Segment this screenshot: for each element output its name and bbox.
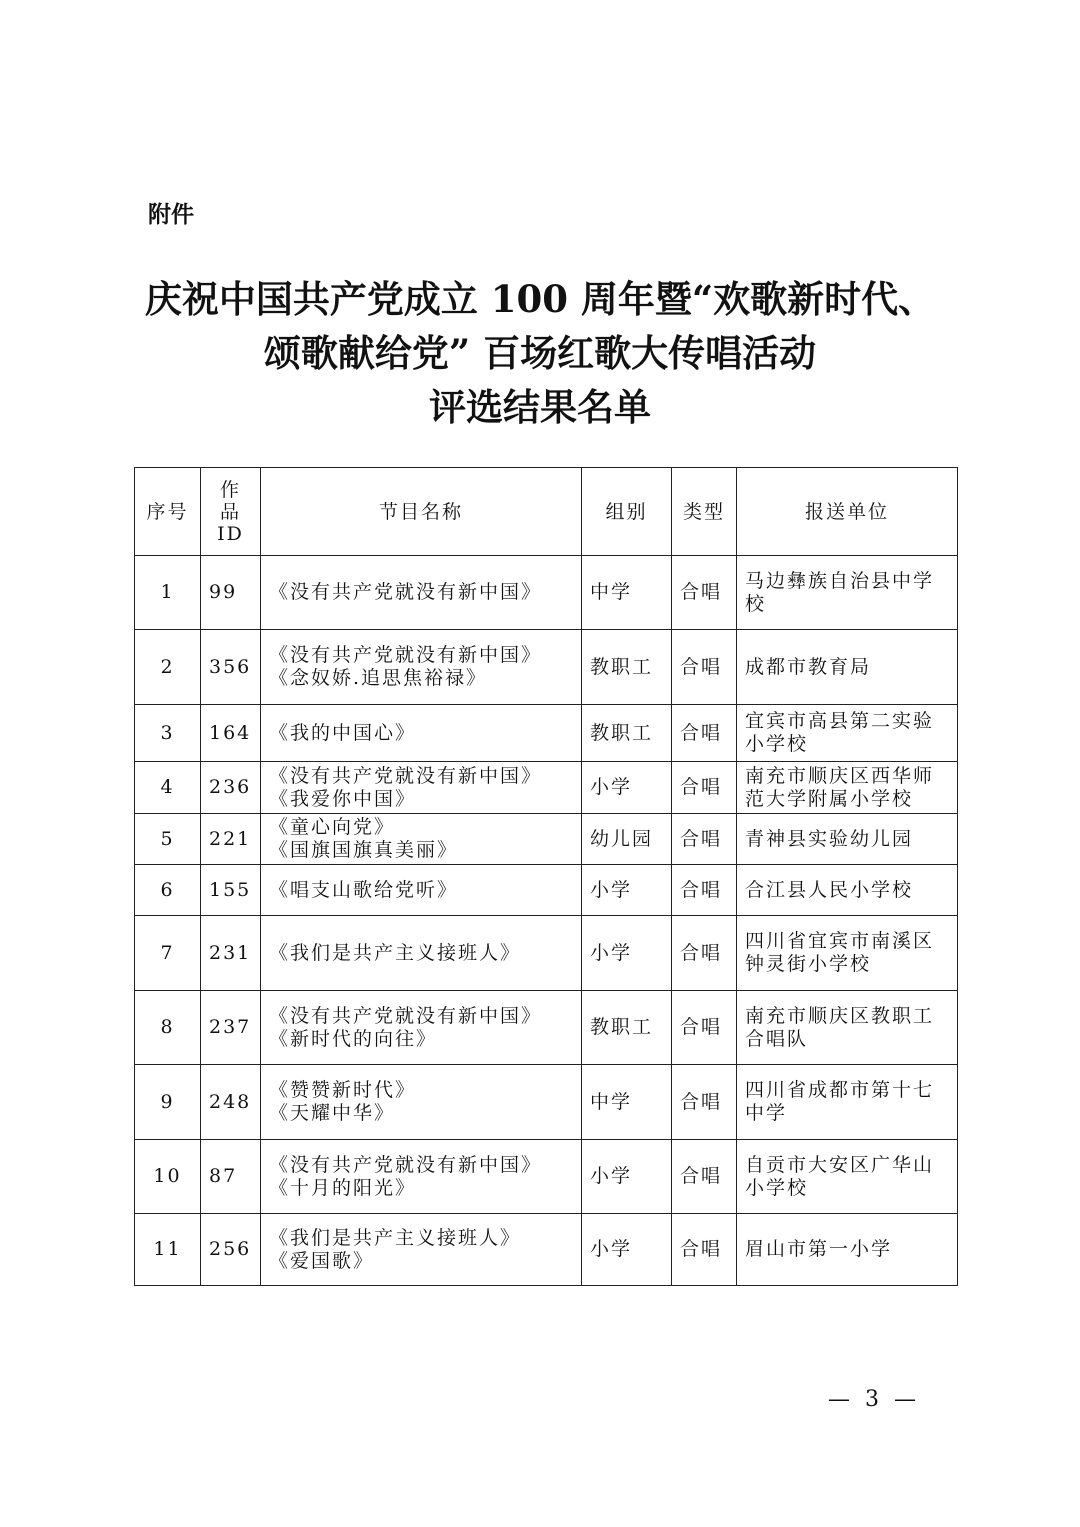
- page-number: — 3 —: [828, 1387, 920, 1412]
- cell-seq: [135, 762, 201, 814]
- cell-program-line-2: 《我爱你中国》: [269, 787, 417, 810]
- cell-type-line-1: 合唱: [680, 1090, 723, 1113]
- cell-group-line-1: 小学: [590, 1165, 633, 1187]
- cell-work-id-line-1: 155: [209, 878, 252, 901]
- cell-seq-line-1: 10: [153, 1165, 182, 1187]
- cell-group-line-1: 教职工: [590, 1016, 654, 1038]
- cell-seq: [135, 1214, 201, 1286]
- cell-unit-line-2: 中学: [745, 1102, 788, 1124]
- cell-work-id-line-1: 256: [209, 1238, 252, 1260]
- cell-seq: [135, 630, 201, 705]
- cell-seq-line-1: 1: [160, 581, 175, 603]
- cell-group: [582, 1140, 672, 1214]
- cell-type: [672, 630, 737, 705]
- cell-unit: [737, 762, 958, 814]
- cell-group-line-1: 幼儿园: [590, 827, 654, 850]
- cell-seq-line-1: 11: [153, 1238, 182, 1260]
- cell-unit: [737, 1214, 958, 1286]
- cell-group: [582, 630, 672, 705]
- header-work-id-line-3: ID: [217, 522, 244, 545]
- cell-program: [261, 1140, 582, 1214]
- cell-group: [582, 865, 672, 916]
- cell-unit: [737, 814, 958, 865]
- results-table: [134, 467, 958, 1286]
- cell-unit: [737, 556, 958, 630]
- cell-program: [261, 762, 582, 814]
- cell-type-line-1: 合唱: [680, 1016, 723, 1038]
- cell-program-line-1: 《没有共产党就没有新中国》: [269, 764, 543, 787]
- cell-work-id-line-1: 221: [209, 827, 252, 850]
- cell-unit: [737, 865, 958, 916]
- table-row: [135, 1065, 958, 1140]
- cell-type: [672, 1065, 737, 1140]
- cell-work-id-line-1: 231: [209, 941, 252, 964]
- header-seq: 序号: [135, 468, 201, 556]
- table-row: [135, 865, 958, 916]
- cell-unit-line-2: 小学校: [745, 733, 809, 755]
- table-header-row: [135, 468, 958, 556]
- cell-program-line-1: 《没有共产党就没有新中国》: [269, 644, 543, 666]
- cell-program-line-1: 《我们是共产主义接班人》: [269, 1226, 522, 1249]
- cell-program-line-2: 《念奴娇.追思焦裕禄》: [269, 667, 488, 689]
- cell-type: [672, 865, 737, 916]
- cell-group: [582, 991, 672, 1065]
- cell-program-line-1: 《没有共产党就没有新中国》: [269, 1153, 543, 1176]
- cell-work-id: [201, 1140, 261, 1214]
- cell-seq-line-1: 4: [160, 776, 175, 798]
- cell-type-line-1: 合唱: [680, 721, 723, 744]
- cell-group: [582, 916, 672, 991]
- cell-group: [582, 762, 672, 814]
- document-title: [0, 272, 1080, 434]
- cell-seq: [135, 1140, 201, 1214]
- cell-program-line-1: 《我的中国心》: [269, 721, 417, 744]
- cell-seq-line-1: 3: [160, 721, 175, 744]
- header-program: 节目名称: [261, 468, 582, 556]
- title-line-2: 颂歌献给党” 百场红歌大传唱活动: [263, 331, 817, 375]
- table-row: [135, 916, 958, 991]
- cell-seq-line-1: 5: [160, 827, 175, 850]
- cell-program-line-1: 《没有共产党就没有新中国》: [269, 1004, 543, 1027]
- cell-unit: [737, 916, 958, 991]
- cell-type-line-1: 合唱: [680, 1165, 723, 1187]
- cell-type-line-1: 合唱: [680, 776, 723, 798]
- cell-group-line-1: 小学: [590, 1238, 633, 1260]
- cell-program-line-2: 《爱国歌》: [269, 1249, 375, 1272]
- cell-seq: [135, 1065, 201, 1140]
- cell-group: [582, 814, 672, 865]
- cell-unit-line-1: 合江县人民小学校: [745, 878, 914, 901]
- cell-group-line-1: 中学: [590, 581, 633, 603]
- cell-unit-line-1: 四川省成都市第十七: [745, 1079, 935, 1101]
- cell-unit-line-1: 成都市教育局: [745, 655, 872, 678]
- cell-type: [672, 556, 737, 630]
- header-unit: 报送单位: [737, 468, 958, 556]
- header-work-id: [201, 468, 261, 556]
- cell-group-line-1: 小学: [590, 776, 633, 798]
- cell-work-id: [201, 991, 261, 1065]
- cell-work-id: [201, 1065, 261, 1140]
- cell-seq: [135, 916, 201, 991]
- cell-work-id: [201, 556, 261, 630]
- cell-type: [672, 916, 737, 991]
- table-row: [135, 1214, 958, 1286]
- table-row: [135, 705, 958, 762]
- cell-work-id-line-1: 87: [209, 1165, 238, 1187]
- cell-group: [582, 1214, 672, 1286]
- cell-work-id-line-1: 356: [209, 655, 252, 678]
- cell-program-line-2: 《天耀中华》: [269, 1102, 396, 1124]
- cell-unit-line-1: 马边彝族自治县中学: [745, 569, 935, 592]
- cell-type-line-1: 合唱: [680, 1238, 723, 1260]
- cell-type: [672, 1140, 737, 1214]
- cell-group: [582, 705, 672, 762]
- cell-program: [261, 814, 582, 865]
- cell-seq: [135, 991, 201, 1065]
- cell-program-line-2: 《新时代的向往》: [269, 1027, 438, 1050]
- cell-unit-line-1: 青神县实验幼儿园: [745, 827, 914, 850]
- cell-program-line-1: 《唱支山歌给党听》: [269, 878, 459, 901]
- table-row: [135, 556, 958, 630]
- cell-work-id: [201, 705, 261, 762]
- cell-work-id-line-1: 248: [209, 1090, 252, 1113]
- cell-unit-line-1: 宜宾市高县第二实验: [745, 710, 935, 732]
- table-row: [135, 814, 958, 865]
- cell-group-line-1: 小学: [590, 941, 633, 964]
- cell-work-id: [201, 916, 261, 991]
- cell-unit-line-2: 校: [745, 592, 767, 615]
- cell-group: [582, 556, 672, 630]
- cell-type-line-1: 合唱: [680, 581, 723, 603]
- cell-seq-line-1: 8: [160, 1016, 175, 1038]
- header-type: 类型: [672, 468, 737, 556]
- attachment-label: 附件: [148, 202, 194, 228]
- cell-seq-line-1: 2: [160, 655, 175, 678]
- cell-unit-line-1: 南充市顺庆区教职工: [745, 1004, 935, 1027]
- cell-program-line-1: 《我们是共产主义接班人》: [269, 941, 522, 964]
- cell-seq-line-1: 9: [160, 1090, 175, 1113]
- cell-unit-line-1: 自贡市大安区广华山: [745, 1153, 935, 1176]
- cell-work-id: [201, 630, 261, 705]
- cell-type-line-1: 合唱: [680, 827, 723, 850]
- cell-work-id-line-1: 236: [209, 776, 252, 798]
- table-row: [135, 1140, 958, 1214]
- header-group: 组别: [582, 468, 672, 556]
- cell-program-line-1: 《童心向党》: [269, 816, 396, 838]
- cell-type: [672, 1214, 737, 1286]
- cell-seq-line-1: 6: [160, 878, 175, 901]
- cell-unit-line-2: 合唱队: [745, 1027, 809, 1050]
- cell-program: [261, 991, 582, 1065]
- cell-unit-line-1: 四川省宜宾市南溪区: [745, 930, 935, 952]
- cell-work-id-line-1: 99: [209, 581, 238, 603]
- cell-seq: [135, 814, 201, 865]
- cell-seq: [135, 865, 201, 916]
- table-row: [135, 991, 958, 1065]
- cell-type: [672, 762, 737, 814]
- cell-group-line-1: 小学: [590, 878, 633, 901]
- header-work-id-line-2: 品: [219, 500, 241, 523]
- cell-seq: [135, 705, 201, 762]
- cell-type-line-1: 合唱: [680, 878, 723, 901]
- cell-unit-line-1: 眉山市第一小学: [745, 1238, 893, 1260]
- cell-unit: [737, 1140, 958, 1214]
- cell-work-id: [201, 814, 261, 865]
- cell-group: [582, 1065, 672, 1140]
- cell-program: [261, 1065, 582, 1140]
- cell-unit-line-2: 钟灵街小学校: [745, 953, 872, 975]
- cell-group-line-1: 教职工: [590, 721, 654, 744]
- cell-unit: [737, 630, 958, 705]
- cell-unit-line-2: 范大学附属小学校: [745, 787, 914, 810]
- cell-program: [261, 630, 582, 705]
- cell-seq-line-1: 7: [160, 941, 175, 964]
- cell-program: [261, 1214, 582, 1286]
- cell-type: [672, 814, 737, 865]
- cell-work-id: [201, 1214, 261, 1286]
- cell-unit-line-1: 南充市顺庆区西华师: [745, 764, 935, 787]
- title-line-3: 评选结果名单: [429, 385, 651, 429]
- cell-work-id: [201, 865, 261, 916]
- title-line-1: 庆祝中国共产党成立 100 周年暨“欢歌新时代、: [144, 277, 936, 321]
- cell-group-line-1: 中学: [590, 1090, 633, 1113]
- cell-type: [672, 991, 737, 1065]
- cell-program-line-2: 《国旗国旗真美丽》: [269, 839, 459, 861]
- cell-unit-line-2: 小学校: [745, 1176, 809, 1199]
- cell-type-line-1: 合唱: [680, 941, 723, 964]
- cell-program-line-1: 《没有共产党就没有新中国》: [269, 581, 543, 603]
- cell-program: [261, 556, 582, 630]
- cell-work-id-line-1: 164: [209, 721, 252, 744]
- cell-work-id-line-1: 237: [209, 1016, 252, 1038]
- cell-type: [672, 705, 737, 762]
- cell-work-id: [201, 762, 261, 814]
- cell-program-line-2: 《十月的阳光》: [269, 1176, 417, 1199]
- cell-unit: [737, 1065, 958, 1140]
- cell-unit: [737, 705, 958, 762]
- cell-unit: [737, 991, 958, 1065]
- cell-seq: [135, 556, 201, 630]
- cell-program: [261, 865, 582, 916]
- table-row: [135, 630, 958, 705]
- cell-group-line-1: 教职工: [590, 655, 654, 678]
- header-work-id-line-1: 作: [219, 478, 241, 501]
- cell-program: [261, 705, 582, 762]
- cell-type-line-1: 合唱: [680, 655, 723, 678]
- table-row: [135, 762, 958, 814]
- cell-program: [261, 916, 582, 991]
- cell-program-line-1: 《赞赞新时代》: [269, 1079, 417, 1101]
